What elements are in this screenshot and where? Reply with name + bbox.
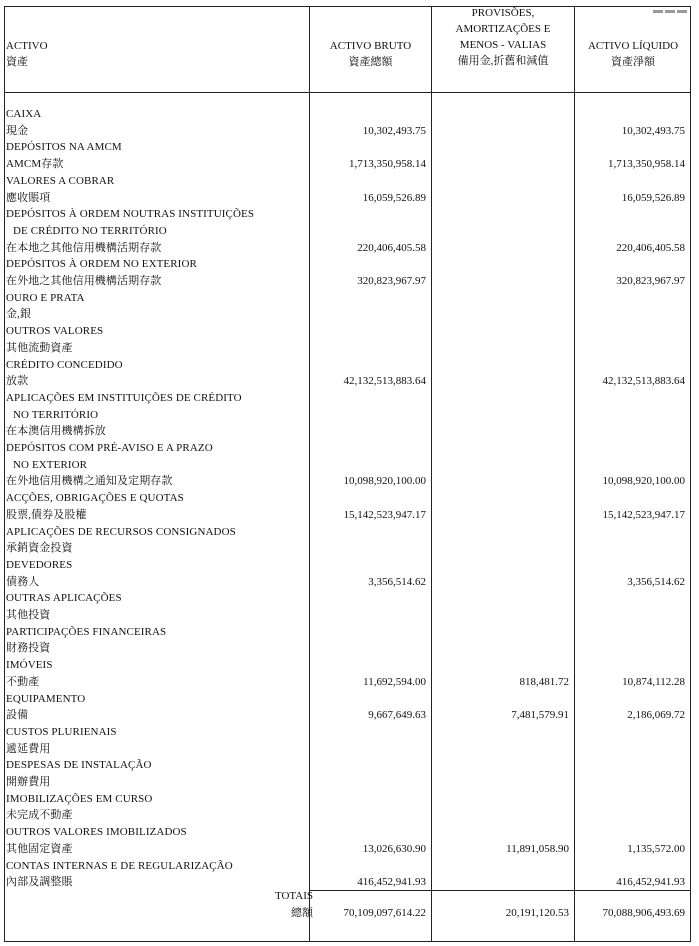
header-liquido-pt: ACTIVO LÍQUIDO bbox=[587, 40, 679, 52]
table-row bbox=[0, 640, 699, 657]
table-row bbox=[0, 273, 699, 290]
table-row bbox=[0, 440, 699, 457]
table-row bbox=[0, 858, 699, 875]
table-row bbox=[0, 123, 699, 140]
table-row bbox=[0, 407, 699, 424]
activo-liquido-value: 10,302,493.75 bbox=[621, 124, 685, 137]
row-label: 放款 bbox=[6, 375, 29, 388]
activo-liquido-value: 10,874,112.28 bbox=[622, 675, 685, 688]
header-prov-zh: 備用金,折舊和減值 bbox=[457, 55, 549, 67]
table-row bbox=[0, 791, 699, 808]
table-row bbox=[0, 724, 699, 741]
activo-bruto-value: 15,142,523,947.17 bbox=[343, 508, 426, 521]
row-label: DEPÓSITOS COM PRÉ-AVISO E A PRAZO bbox=[6, 442, 213, 454]
row-label: 設備 bbox=[6, 709, 29, 722]
row-label: 應收賬項 bbox=[6, 191, 51, 204]
activo-bruto-value: 416,452,941.93 bbox=[357, 876, 426, 889]
activo-bruto-value: 220,406,405.58 bbox=[357, 241, 426, 254]
table-row bbox=[0, 574, 699, 591]
header-activo-zh: 資產 bbox=[6, 56, 28, 68]
table-row bbox=[0, 540, 699, 557]
activo-bruto-value: 10,098,920,100.00 bbox=[343, 475, 426, 488]
header-divider bbox=[4, 92, 691, 93]
row-label: CONTAS INTERNAS E DE REGULARIZAÇÃO bbox=[6, 859, 233, 872]
table-row bbox=[0, 691, 699, 708]
row-label: 財務投資 bbox=[6, 642, 51, 655]
header-prov-line1: PROVISÕES, bbox=[471, 7, 535, 19]
table-row bbox=[0, 624, 699, 641]
table-row bbox=[0, 657, 699, 674]
table-row bbox=[0, 256, 699, 273]
row-label: 不動產 bbox=[6, 675, 40, 688]
header-prov-line3: MENOS - VALIAS bbox=[459, 39, 547, 51]
table-row bbox=[0, 173, 699, 190]
provisoes-value: 818,481.72 bbox=[519, 675, 569, 688]
totals-label bbox=[275, 888, 313, 922]
activo-bruto-value: 3,356,514.62 bbox=[368, 575, 426, 588]
row-label: DEPÓSITOS NA AMCM bbox=[6, 141, 122, 154]
header-provisoes bbox=[432, 5, 574, 69]
activo-bruto-value: 1,713,350,958.14 bbox=[349, 158, 426, 171]
row-label: DEVEDORES bbox=[6, 558, 73, 571]
table-row bbox=[0, 507, 699, 524]
activo-liquido-value: 16,059,526.89 bbox=[621, 191, 685, 204]
table-row bbox=[0, 824, 699, 841]
activo-liquido-value: 15,142,523,947.17 bbox=[602, 508, 685, 521]
activo-liquido-value: 2,186,069.72 bbox=[627, 709, 685, 722]
row-label: AMCM存款 bbox=[6, 158, 64, 171]
table-row bbox=[0, 306, 699, 323]
table-row bbox=[0, 874, 699, 891]
table-row bbox=[0, 357, 699, 374]
table-row bbox=[0, 206, 699, 223]
row-label: 其他固定資產 bbox=[6, 842, 73, 855]
totals-liquido: 70,088,906,493.69 bbox=[602, 907, 685, 919]
table-row bbox=[0, 323, 699, 340]
row-label: 在外地之其他信用機構活期存款 bbox=[6, 275, 162, 287]
activo-liquido-value: 3,356,514.62 bbox=[627, 575, 685, 588]
row-label: 開辦費用 bbox=[6, 776, 51, 788]
table-row bbox=[0, 373, 699, 390]
row-label: IMOBILIZAÇÕES EM CURSO bbox=[6, 792, 153, 805]
totals-bruto: 70,109,097,614.22 bbox=[343, 907, 426, 919]
row-label: DESPESAS DE INSTALAÇÃO bbox=[6, 759, 152, 772]
row-label: CAIXA bbox=[6, 108, 42, 120]
table-row bbox=[0, 139, 699, 156]
table-row bbox=[0, 223, 699, 240]
table-row bbox=[0, 156, 699, 173]
header-bruto-pt: ACTIVO BRUTO bbox=[329, 40, 412, 52]
row-label: APLICAÇÕES EM INSTITUIÇÕES DE CRÉDITO bbox=[6, 391, 242, 404]
table-row bbox=[0, 524, 699, 541]
row-label: DEPÓSITOS À ORDEM NO EXTERIOR bbox=[6, 258, 197, 271]
totals-label-pt: TOTAIS bbox=[274, 890, 313, 902]
activo-bruto-value: 9,667,649.63 bbox=[368, 709, 426, 722]
row-label: 未完成不動產 bbox=[6, 809, 73, 822]
row-label: 在本地之其他信用機構活期存款 bbox=[6, 241, 162, 254]
table-row bbox=[0, 607, 699, 624]
row-label: CRÉDITO CONCEDIDO bbox=[6, 358, 123, 371]
table-row bbox=[0, 423, 699, 440]
table-row bbox=[0, 590, 699, 607]
row-label: 承銷資金投資 bbox=[6, 542, 73, 555]
row-label: NO TERRITÓRIO bbox=[13, 408, 99, 421]
row-label: 在本澳信用機構拆放 bbox=[6, 425, 106, 438]
activo-liquido-value: 1,135,572.00 bbox=[627, 842, 685, 855]
table-row bbox=[0, 390, 699, 407]
table-row bbox=[0, 674, 699, 691]
row-label: 其他投資 bbox=[6, 609, 51, 621]
header-activo-pt: ACTIVO bbox=[6, 40, 48, 52]
table-row bbox=[0, 707, 699, 724]
totals-provisoes: 20,191,120.53 bbox=[505, 907, 569, 919]
activo-bruto-value: 11,692,594.00 bbox=[363, 675, 426, 688]
row-label: EQUIPAMENTO bbox=[6, 692, 86, 705]
row-label: IMÓVEIS bbox=[6, 659, 53, 672]
row-label: VALORES A COBRAR bbox=[6, 174, 115, 187]
provisoes-value: 11,891,058.90 bbox=[506, 842, 569, 855]
row-label: ACÇÕES, OBRIGAÇÕES E QUOTAS bbox=[6, 492, 184, 505]
table-row bbox=[0, 457, 699, 474]
table-row bbox=[0, 340, 699, 357]
table-row bbox=[0, 807, 699, 824]
activo-liquido-value: 220,406,405.58 bbox=[616, 241, 685, 254]
scan-mark bbox=[651, 0, 691, 4]
row-label: 其他流動資產 bbox=[6, 341, 73, 354]
row-label: OUTROS VALORES bbox=[6, 325, 104, 338]
table-row bbox=[0, 757, 699, 774]
activo-liquido-value: 320,823,967.97 bbox=[616, 275, 685, 287]
row-label: PARTICIPAÇÕES FINANCEIRAS bbox=[6, 625, 167, 638]
table-row bbox=[0, 106, 699, 123]
row-label: OUTROS VALORES IMOBILIZADOS bbox=[6, 826, 187, 839]
activo-bruto-value: 13,026,630.90 bbox=[362, 842, 426, 855]
row-label: DEPÓSITOS À ORDEM NOUTRAS INSTITUIÇÕES bbox=[6, 208, 255, 221]
header-prov-line2: AMORTIZAÇÕES E bbox=[455, 23, 551, 35]
row-label: 股票,債券及股權 bbox=[6, 508, 87, 521]
activo-liquido-value: 10,098,920,100.00 bbox=[602, 475, 685, 488]
row-label: NO EXTERIOR bbox=[13, 458, 88, 471]
row-label: OUTRAS APLICAÇÕES bbox=[6, 592, 122, 605]
header-activo bbox=[6, 38, 48, 70]
activo-liquido-value: 1,713,350,958.14 bbox=[608, 158, 685, 171]
table-row bbox=[0, 473, 699, 490]
table-row bbox=[0, 557, 699, 574]
table-row bbox=[0, 490, 699, 507]
header-liquido-zh: 資產淨額 bbox=[611, 56, 655, 68]
row-label: 現金 bbox=[6, 124, 29, 137]
row-label: 內部及調整賬 bbox=[6, 876, 73, 889]
row-label: 債務人 bbox=[6, 575, 40, 588]
provisoes-value: 7,481,579.91 bbox=[511, 709, 569, 722]
table-row bbox=[0, 841, 699, 858]
table-row bbox=[0, 741, 699, 758]
header-liquido bbox=[575, 38, 691, 70]
header-bruto bbox=[310, 38, 431, 70]
row-label: CUSTOS PLURIENAIS bbox=[6, 725, 117, 738]
row-label: APLICAÇÕES DE RECURSOS CONSIGNADOS bbox=[6, 525, 236, 538]
activo-bruto-value: 42,132,513,883.64 bbox=[343, 375, 426, 388]
table-row bbox=[0, 240, 699, 257]
totals-label-zh: 總額 bbox=[291, 907, 313, 919]
row-label: 遞延費用 bbox=[6, 742, 51, 755]
activo-liquido-value: 42,132,513,883.64 bbox=[602, 375, 685, 388]
header-bruto-zh: 資產總額 bbox=[348, 56, 393, 68]
row-label: 在外地信用機構之通知及定期存款 bbox=[6, 475, 173, 488]
activo-bruto-value: 16,059,526.89 bbox=[362, 191, 426, 204]
activo-liquido-value: 416,452,941.93 bbox=[616, 876, 685, 889]
table-row bbox=[0, 290, 699, 307]
row-label: 金,銀 bbox=[6, 308, 32, 321]
row-label: OURO E PRATA bbox=[6, 291, 85, 304]
activo-bruto-value: 10,302,493.75 bbox=[362, 124, 426, 137]
table-row bbox=[0, 190, 699, 207]
table-row bbox=[0, 774, 699, 791]
activo-bruto-value: 320,823,967.97 bbox=[357, 275, 426, 287]
row-label: DE CRÉDITO NO TERRITÓRIO bbox=[13, 224, 167, 237]
